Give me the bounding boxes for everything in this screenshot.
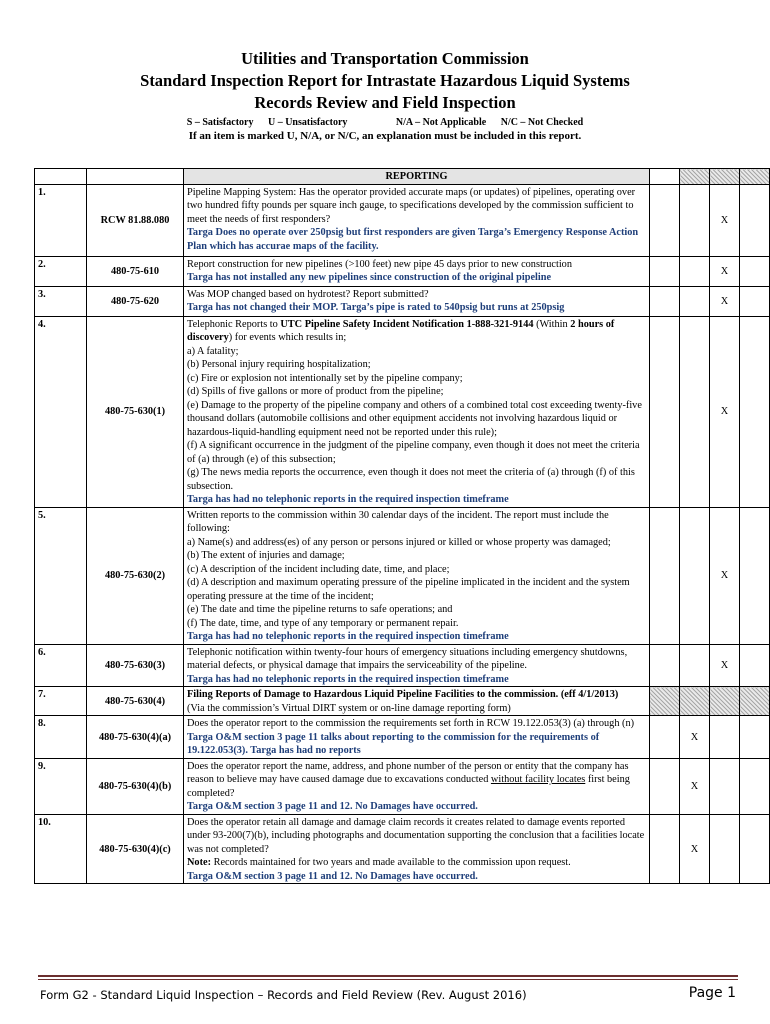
- legend-unsatisfactory: U – Unsatisfactory: [267, 117, 348, 128]
- rule-reference: 480-75-630(4)(a): [87, 716, 184, 759]
- form-identifier: Form G2 - Standard Liquid Inspection – Records and Field Review (Rev. August 2016): [40, 988, 527, 1002]
- item-number: 7.: [35, 687, 87, 716]
- item-number: 4.: [35, 316, 87, 507]
- inspector-finding: Targa has not installed any new pipelines since construction of the original pipeline: [187, 272, 552, 283]
- rule-reference: 480-75-630(4): [87, 687, 184, 716]
- item-number: 1.: [35, 184, 87, 256]
- mark-u: [680, 184, 710, 256]
- legend-satisfactory: S – Satisfactory: [186, 117, 254, 128]
- legend-not-checked: N/C – Not Checked: [500, 117, 584, 128]
- table-row: [35, 256, 770, 286]
- rule-reference: 480-75-620: [87, 286, 184, 316]
- rule-reference: 480-75-630(4)(b): [87, 758, 184, 814]
- explanation-note: If an item is marked U, N/A, or N/C, an explanation must be included in this report.: [188, 130, 582, 142]
- rule-reference: 480-75-610: [87, 256, 184, 286]
- item-description: Does the operator report to the commission the requirements set forth in RCW 19.122.053(3) (a) through (n) Targa O&M section 3 page 11 talks about reporting to the commission for the requirements of 19.122.053(3). Targa has had no reports: [184, 716, 650, 759]
- item-number: 8.: [35, 716, 87, 759]
- section-header-row: [35, 169, 770, 185]
- table-row: [35, 687, 770, 716]
- item-description: Report construction for new pipelines (>100 feet) new pipe 45 days prior to new construction Targa has not installed any new pipelines since construction of the original pipeline: [184, 256, 650, 286]
- item-description: Does the operator retain all damage and damage claim records it creates related to damage events reported under 93-200(7)(b), including photographs and documentation supporting the conclusion that a facilities locate was not completed? Note: Records maintained for two years and made available to the commission upon request. Targa O&M section 3 page 11 and 12. No Damages have occurred.: [184, 814, 650, 884]
- report-subtitle: Records Review and Field Inspection: [254, 93, 516, 112]
- rule-reference: 480-75-630(4)(c): [87, 814, 184, 884]
- item-description: Telephonic Reports to UTC Pipeline Safety Incident Notification 1-888-321-9144 (Within 2 hours of discovery) for events which results in; a) A fatality; (b) Personal injury requiring hospitalization; (c) Fire or explosion not intentionally set by the pipeline company; (d) Spills of five gallons or more of product from the pipeline; (e) Damage to the property of the pipeline company and others of a combined total cost exceeding twenty-five thousand dollars (automobile collisions and other equipment accidents not involving hazardous liquid or hazardous-liquid-handling equipment need not be reported under this rule); (f) A significant occurrence in the judgment of the pipeline company, even though it does not meet the criteria of (a) through (e) of this subsection; (g) The news media reports the occurrence, even though it does not meet the criteria of (a) through (f) of this subsection. Targa has had no telephonic reports in the required inspection timeframe: [184, 316, 650, 507]
- legend-not-applicable: N/A – Not Applicable: [395, 117, 487, 128]
- table-row: [35, 184, 770, 256]
- mark-na: X: [710, 256, 740, 286]
- inspector-finding: Targa O&M section 3 page 11 talks about reporting to the commission for the requirements of 19.122.053(3). Targa has had no reports: [187, 731, 600, 756]
- item-description: Filing Reports of Damage to Hazardous Liquid Pipeline Facilities to the commission. (eff 4/1/2013) (Via the commission’s Virtual DIRT system or on-line damage reporting form): [184, 687, 650, 716]
- page-number: Page 1: [688, 985, 736, 1001]
- inspector-finding: Targa has had no telephonic reports in the required inspection timeframe: [187, 631, 509, 642]
- mark-u: X: [680, 814, 710, 884]
- item-description: Written reports to the commission within 30 calendar days of the incident. The report must include the following: a) Name(s) and address(es) of any person or persons injured or killed or whose property was damaged; (b) The extent of injuries and damage; (c) A description of the incident including date, time, and place; (d) A description and maximum operating pressure of the pipeline implicated in the incident and the system operating pressure at the time of the incident; (e) The date and time the pipeline returns to safe operations; and (f) The date, time, and type of any temporary or permanent repair. Targa has had no telephonic reports in the required inspection timeframe: [184, 507, 650, 644]
- footer-divider-thin: [38, 979, 738, 980]
- mark-na: X: [710, 286, 740, 316]
- mark-s: [650, 184, 680, 256]
- mark-nc: [740, 184, 770, 256]
- inspector-finding: Targa O&M section 3 page 11 and 12. No Damages have occurred.: [187, 801, 478, 812]
- mark-u: X: [680, 716, 710, 759]
- item-number: 10.: [35, 814, 87, 884]
- commission-title: Utilities and Transportation Commission: [241, 49, 529, 68]
- item-number: 6.: [35, 644, 87, 687]
- inspector-finding: Targa Does no operate over 250psig but first responders are given Targa’s Emergency Response Action Plan which has accurae maps of the facility.: [187, 227, 639, 252]
- rating-legend: [0, 117, 770, 128]
- inspector-finding: Targa has not changed their MOP. Targa’s pipe is rated to 540psig but runs at 250psig: [187, 302, 565, 313]
- report-title: Standard Inspection Report for Intrastate Hazardous Liquid Systems: [140, 71, 630, 90]
- inspector-finding: Targa has had no telephonic reports in the required inspection timeframe: [187, 494, 509, 505]
- inspection-table: [34, 168, 770, 884]
- item-description: Does the operator report the name, address, and phone number of the person or entity that the company has reason to believe may have caused damage due to excavations conducted without facility locates first being completed? Targa O&M section 3 page 11 and 12. No Damages have occurred.: [184, 758, 650, 814]
- report-header: [0, 48, 770, 142]
- mark-u: X: [680, 758, 710, 814]
- table-row: [35, 316, 770, 507]
- item-description: Pipeline Mapping System: Has the operator provided accurate maps (or updates) of pipelines, operating over two hundred fifty pounds per square inch gauge, to specifications developed by the commission sufficient to meet the needs of first responders? Targa Does no operate over 250psig but first responders are given Targa’s Emergency Response Action Plan which has accurae maps of the facility.: [184, 184, 650, 256]
- table-row: [35, 814, 770, 884]
- item-number: 5.: [35, 507, 87, 644]
- table-row: [35, 758, 770, 814]
- item-description: Was MOP changed based on hydrotest? Report submitted? Targa has not changed their MOP. Targa’s pipe is rated to 540psig but runs at 250psig: [184, 286, 650, 316]
- table-row: [35, 507, 770, 644]
- mark-na: X: [710, 316, 740, 507]
- section-title: REPORTING: [184, 169, 650, 185]
- table-row: [35, 644, 770, 687]
- item-description: Telephonic notification within twenty-four hours of emergency situations including emergency shutdowns, material defects, or physical damage that impairs the serviceability of the pipeline. Targa has had no telephonic reports in the required inspection timeframe: [184, 644, 650, 687]
- mark-na: X: [710, 184, 740, 256]
- inspector-finding: Targa O&M section 3 page 11 and 12. No Damages have occurred.: [187, 870, 478, 882]
- footer-divider: [38, 975, 738, 977]
- mark-na: X: [710, 507, 740, 644]
- rule-reference: 480-75-630(3): [87, 644, 184, 687]
- rule-reference: 480-75-630(1): [87, 316, 184, 507]
- table-row: [35, 286, 770, 316]
- item-number: 3.: [35, 286, 87, 316]
- rule-reference: 480-75-630(2): [87, 507, 184, 644]
- item-number: 9.: [35, 758, 87, 814]
- table-row: [35, 716, 770, 759]
- mark-na: X: [710, 644, 740, 687]
- rule-reference: RCW 81.88.080: [87, 184, 184, 256]
- inspector-finding: Targa has had no telephonic reports in the required inspection timeframe: [187, 673, 509, 685]
- item-number: 2.: [35, 256, 87, 286]
